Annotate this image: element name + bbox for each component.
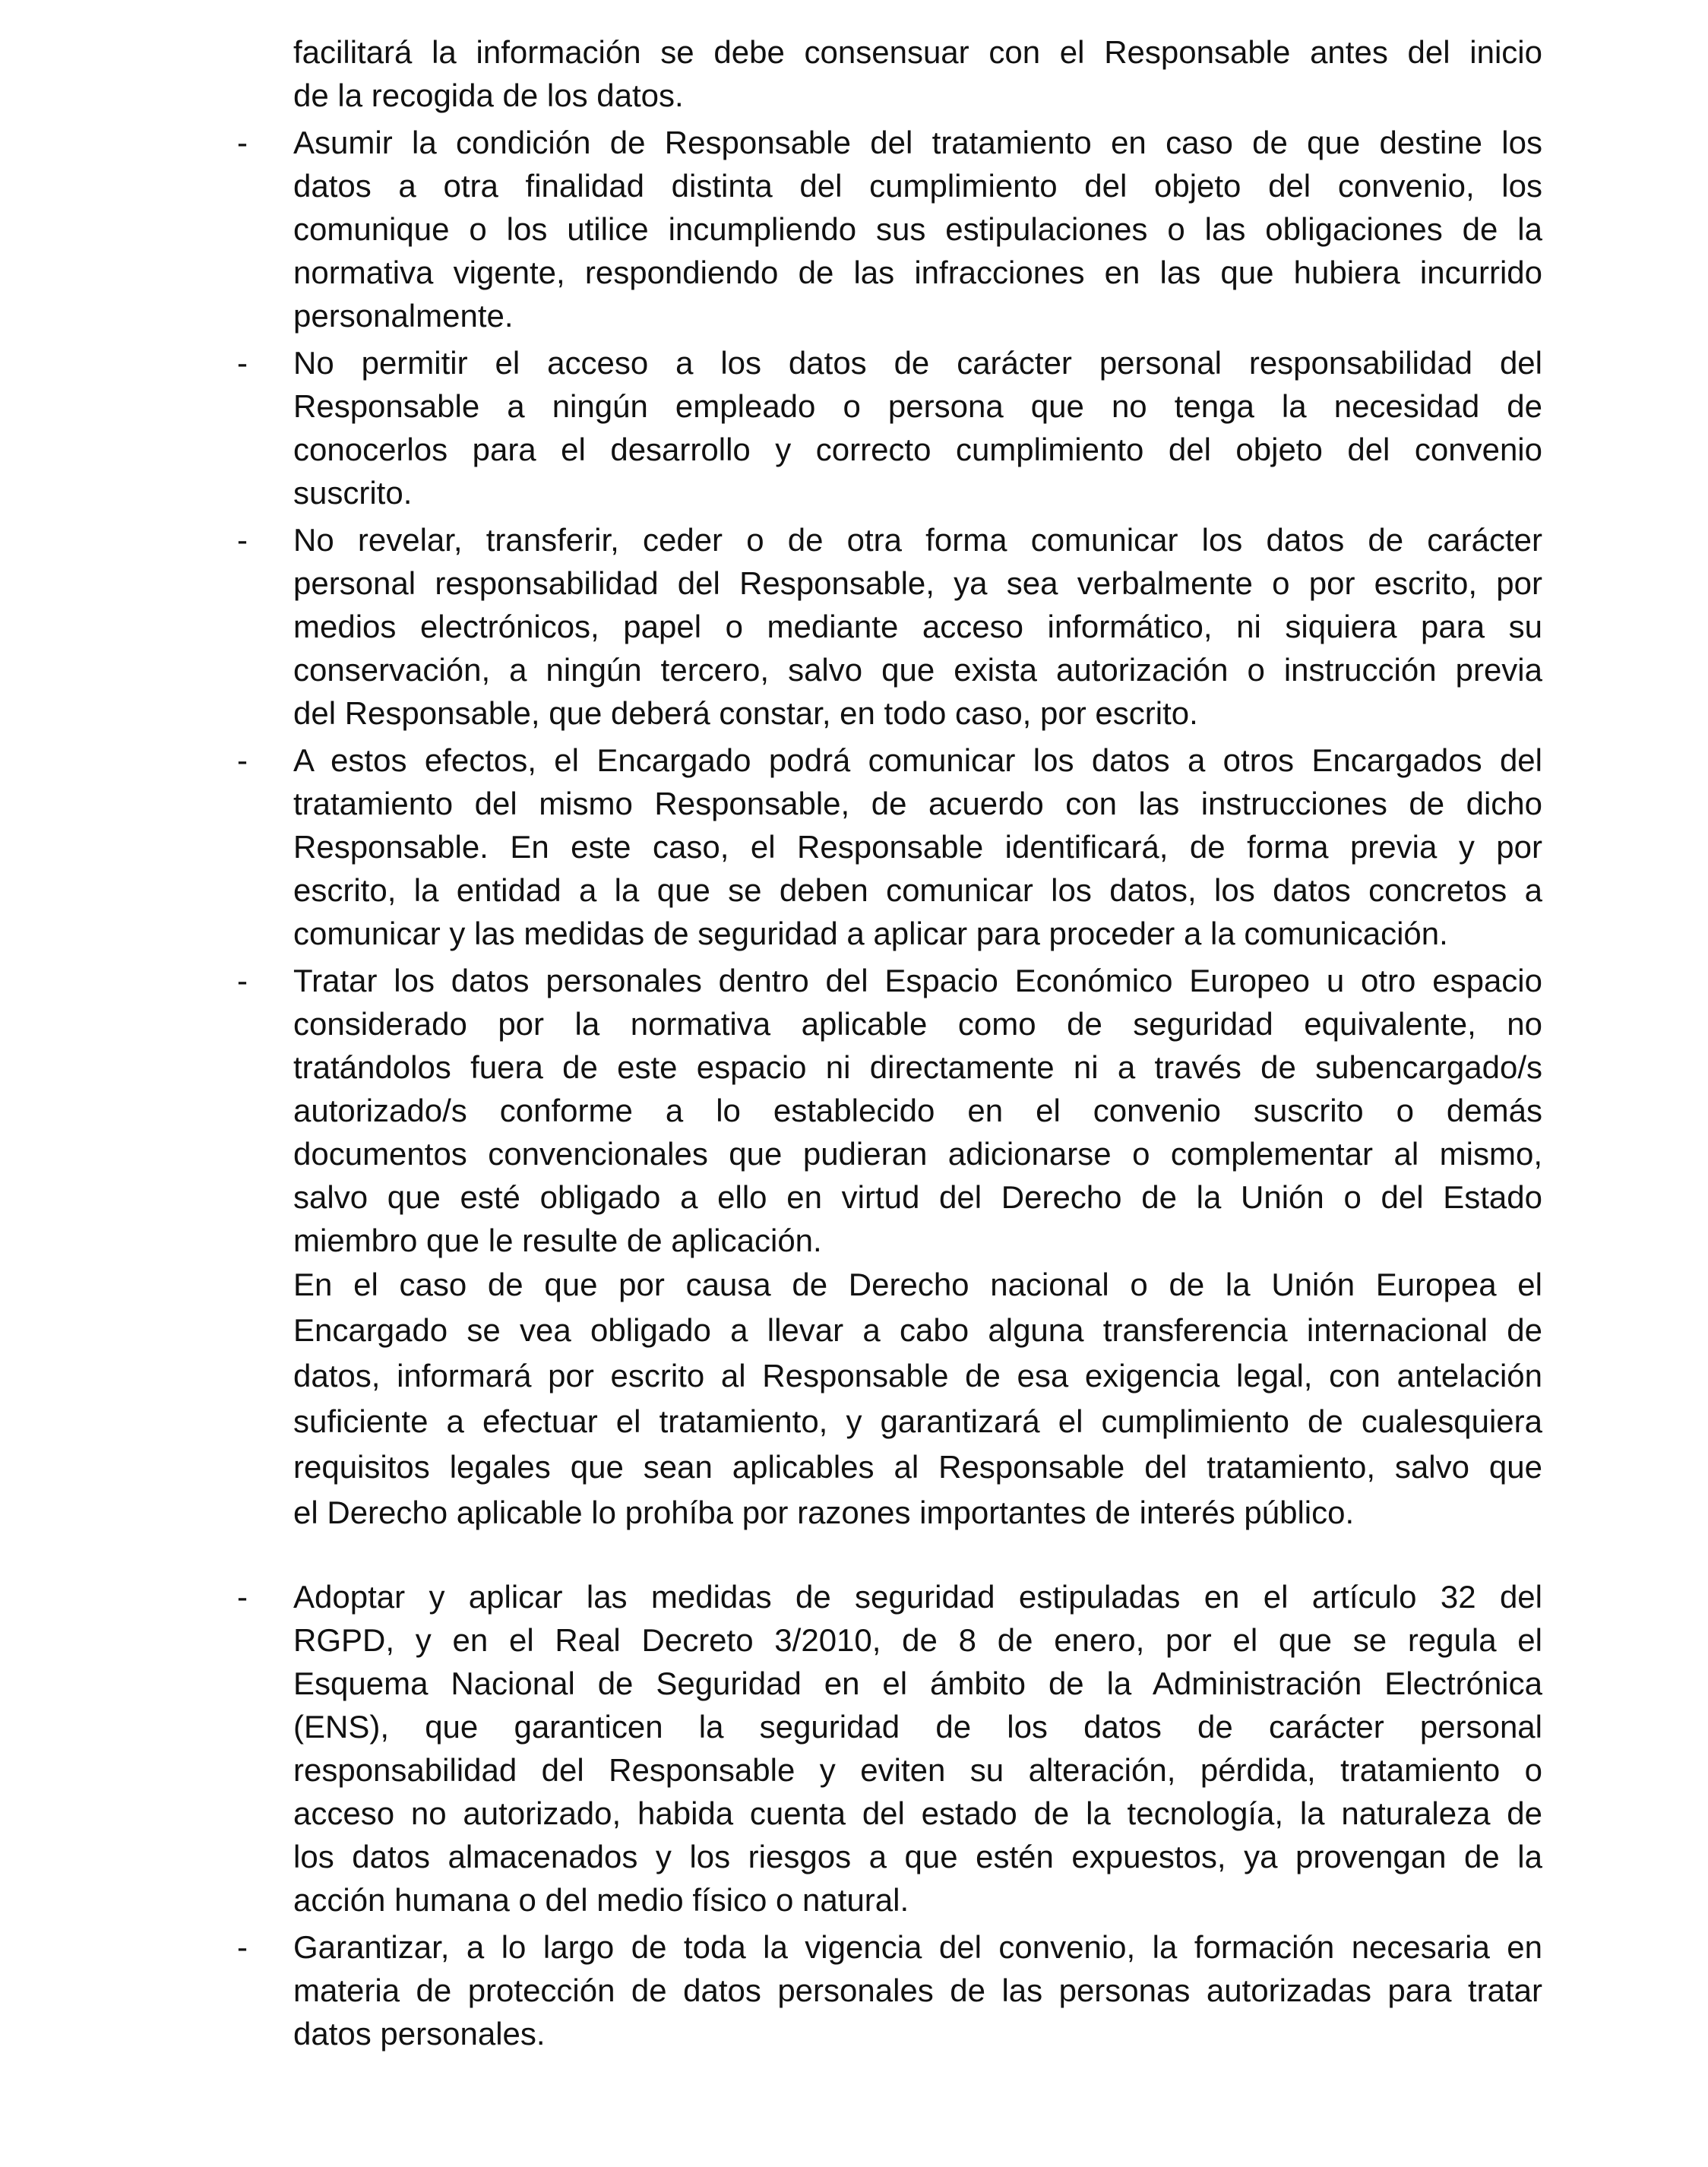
text-line: suscrito. bbox=[293, 475, 413, 511]
text-line: datos, informará por escrito al Responsable de esa exigencia legal, con antelación bbox=[293, 1358, 1542, 1394]
bullet-dash: - bbox=[237, 1929, 248, 1965]
text-line: RGPD, y en el Real Decreto 3/2010, de 8 de enero, por el que se regula el bbox=[293, 1622, 1542, 1658]
text-line: de la recogida de los datos. bbox=[293, 78, 684, 113]
text-line: salvo que esté obligado a ello en virtud del Derecho de la Unión o del Estado bbox=[293, 1179, 1542, 1215]
text-line: normativa vigente, respondiendo de las infracciones en las que hubiera incurrido bbox=[293, 255, 1542, 290]
text-line: el Derecho aplicable lo prohíba por razones importantes de interés público. bbox=[293, 1495, 1355, 1530]
text-line: documentos convencionales que pudieran adicionarse o complementar al mismo, bbox=[293, 1136, 1542, 1172]
text-line: (ENS), que garanticen la seguridad de los datos de carácter personal bbox=[293, 1709, 1542, 1745]
text-line: acceso no autorizado, habida cuenta del estado de la tecnología, la naturaleza de bbox=[293, 1795, 1542, 1831]
paragraph bbox=[293, 30, 1542, 117]
text-line: acción humana o del medio físico o natural. bbox=[293, 1882, 909, 1918]
text-line: Esquema Nacional de Seguridad en el ámbito de la Administración Electrónica bbox=[293, 1666, 1542, 1701]
text-line: Garantizar, a lo largo de toda la vigencia del convenio, la formación necesaria en bbox=[293, 1929, 1542, 1965]
text-line: datos a otra finalidad distinta del cumplimiento del objeto del convenio, los bbox=[293, 168, 1542, 204]
text-line: comunicar y las medidas de seguridad a aplicar para proceder a la comunicación. bbox=[293, 916, 1448, 951]
list-item bbox=[237, 1925, 1542, 2055]
text-line: No revelar, transferir, ceder o de otra forma comunicar los datos de carácter bbox=[293, 522, 1542, 558]
text-line: Adoptar y aplicar las medidas de seguridad estipuladas en el artículo 32 del bbox=[293, 1579, 1542, 1615]
paragraph bbox=[293, 1262, 1542, 1536]
text-line: materia de protección de datos personales de las personas autorizadas para tratar bbox=[293, 1972, 1542, 2008]
list-item bbox=[237, 121, 1542, 337]
list-item bbox=[237, 341, 1542, 514]
text-line: facilitará la información se debe consensuar con el Responsable antes del inicio bbox=[293, 34, 1542, 70]
text-line: Responsable. En este caso, el Responsable identificará, de forma previa y por bbox=[293, 829, 1542, 865]
text-line: requisitos legales que sean aplicables al Responsable del tratamiento, salvo que bbox=[293, 1449, 1542, 1485]
text-line: conservación, a ningún tercero, salvo que exista autorización o instrucción previa bbox=[293, 652, 1542, 688]
bullet-dash: - bbox=[237, 963, 248, 998]
document-body bbox=[237, 30, 1542, 2055]
text-line: datos personales. bbox=[293, 2016, 546, 2052]
bullet-dash: - bbox=[237, 345, 248, 381]
text-line: miembro que le resulte de aplicación. bbox=[293, 1223, 822, 1258]
text-line: del Responsable, que deberá constar, en todo caso, por escrito. bbox=[293, 695, 1198, 731]
text-line: A estos efectos, el Encargado podrá comunicar los datos a otros Encargados del bbox=[293, 742, 1542, 778]
text-line: responsabilidad del Responsable y eviten su alteración, pérdida, tratamiento o bbox=[293, 1752, 1542, 1788]
list-item bbox=[237, 518, 1542, 735]
list-item bbox=[237, 1575, 1542, 1922]
text-line: Encargado se vea obligado a llevar a cabo alguna transferencia internacional de bbox=[293, 1312, 1542, 1348]
text-line: Tratar los datos personales dentro del Espacio Económico Europeo u otro espacio bbox=[293, 963, 1542, 998]
text-line: los datos almacenados y los riesgos a que estén expuestos, ya provengan de la bbox=[293, 1839, 1542, 1874]
text-line: Asumir la condición de Responsable del tratamiento en caso de que destine los bbox=[293, 125, 1542, 160]
text-line: considerado por la normativa aplicable como de seguridad equivalente, no bbox=[293, 1006, 1542, 1042]
text-line: escrito, la entidad a la que se deben comunicar los datos, los datos concretos a bbox=[293, 872, 1542, 908]
text-line: tratándolos fuera de este espacio ni directamente ni a través de subencargado/s bbox=[293, 1049, 1542, 1085]
text-line: personalmente. bbox=[293, 298, 514, 334]
text-line: tratamiento del mismo Responsable, de acuerdo con las instrucciones de dicho bbox=[293, 786, 1542, 821]
text-line: conocerlos para el desarrollo y correcto cumplimiento del objeto del convenio bbox=[293, 432, 1542, 467]
text-line: No permitir el acceso a los datos de carácter personal responsabilidad del bbox=[293, 345, 1542, 381]
text-line: autorizado/s conforme a lo establecido en el convenio suscrito o demás bbox=[293, 1093, 1542, 1128]
text-line: medios electrónicos, papel o mediante acceso informático, ni siquiera para su bbox=[293, 609, 1542, 644]
bullet-dash: - bbox=[237, 742, 248, 778]
text-line: Responsable a ningún empleado o persona que no tenga la necesidad de bbox=[293, 388, 1542, 424]
list-item bbox=[237, 959, 1542, 1262]
text-line: suficiente a efectuar el tratamiento, y garantizará el cumplimiento de cualesquiera bbox=[293, 1403, 1542, 1439]
list-item bbox=[237, 739, 1542, 955]
bullet-dash: - bbox=[237, 1579, 248, 1615]
text-line: En el caso de que por causa de Derecho nacional o de la Unión Europea el bbox=[293, 1267, 1542, 1302]
text-line: personal responsabilidad del Responsable, ya sea verbalmente o por escrito, por bbox=[293, 565, 1542, 601]
bullet-dash: - bbox=[237, 522, 248, 558]
bullet-dash: - bbox=[237, 125, 248, 160]
text-line: comunique o los utilice incumpliendo sus estipulaciones o las obligaciones de la bbox=[293, 211, 1542, 247]
